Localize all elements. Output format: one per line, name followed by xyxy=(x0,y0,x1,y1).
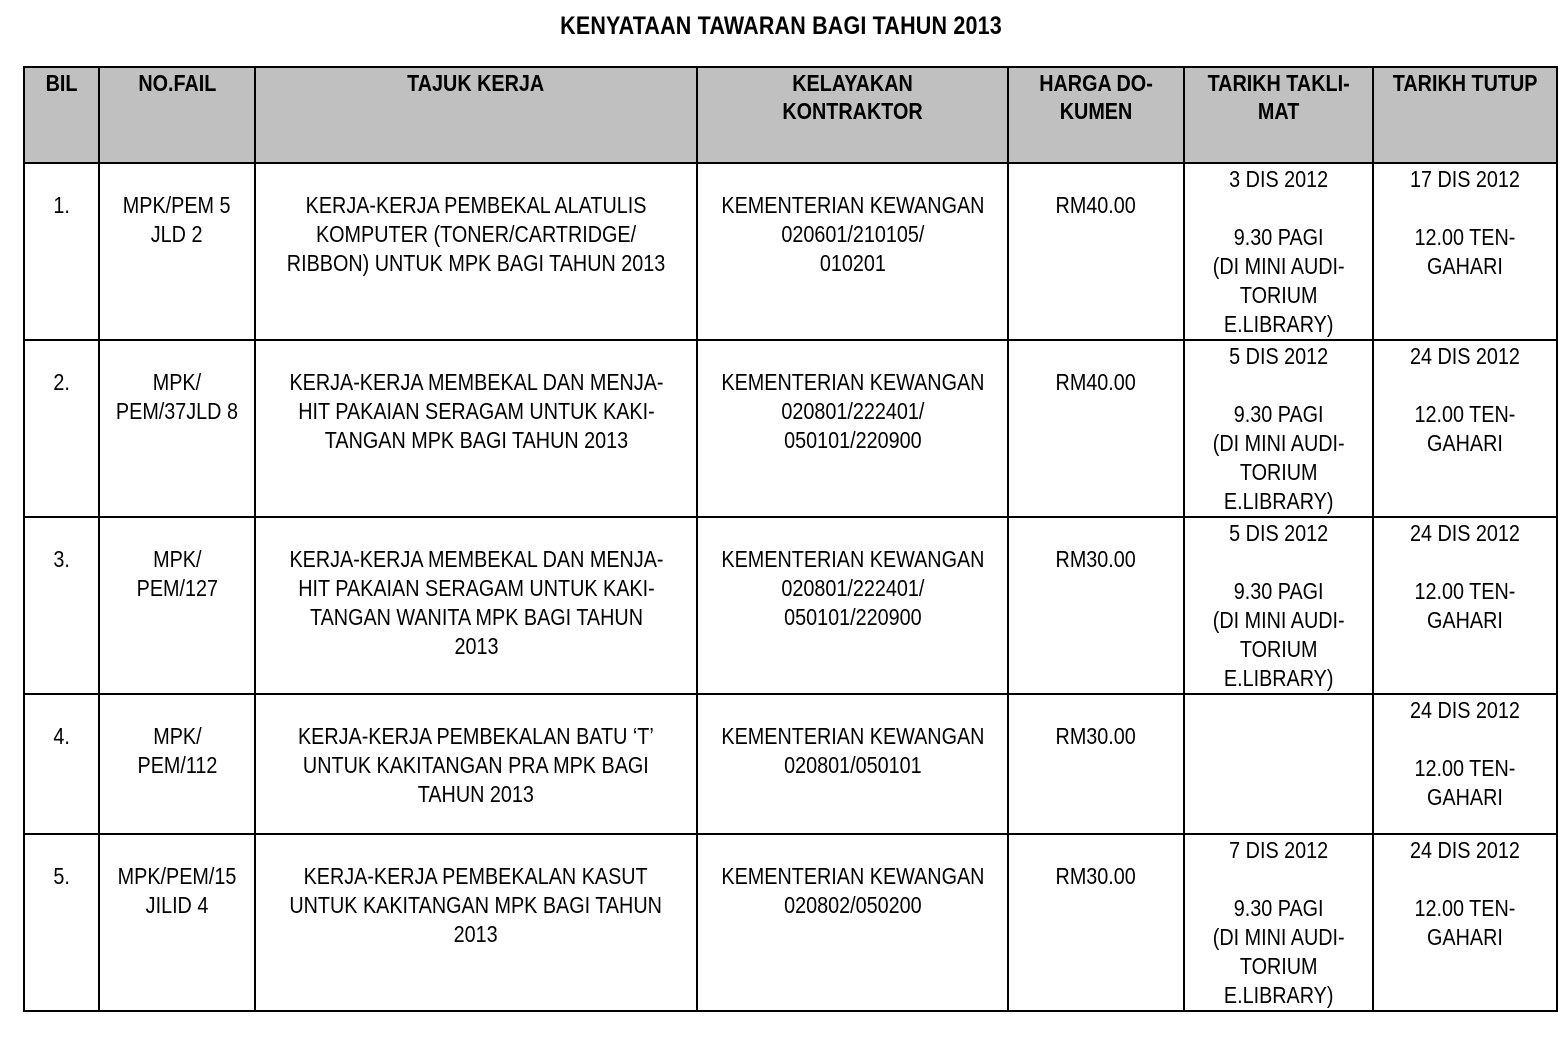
table-row xyxy=(24,517,1557,694)
cell-tajuk-kerja: KERJA-KERJA PEMBEKALAN BATU ‘T’ UNTUK KAKITANGAN PRA MPK BAGI TAHUN 2013 xyxy=(255,694,697,834)
cell-harga: RM40.00 xyxy=(1008,340,1184,517)
cell-taklimat: 7 DIS 2012 9.30 PAGI (DI MINI AUDI- TORIUM E.LIBRARY) xyxy=(1184,834,1373,1011)
header-row xyxy=(24,67,1557,163)
cell-harga: RM30.00 xyxy=(1008,517,1184,694)
cell-taklimat: 3 DIS 2012 9.30 PAGI (DI MINI AUDI- TORIUM E.LIBRARY) xyxy=(1184,163,1373,340)
col-header-kelayakan: KELAYAKAN KONTRAKTOR xyxy=(697,67,1008,163)
table-row xyxy=(24,163,1557,340)
table-row xyxy=(24,340,1557,517)
cell-bil: 2. xyxy=(24,340,99,517)
col-header-no-fail: NO.FAIL xyxy=(99,67,255,163)
col-header-tajuk-kerja: TAJUK KERJA xyxy=(255,67,697,163)
cell-harga: RM30.00 xyxy=(1008,834,1184,1011)
table-row xyxy=(24,834,1557,1011)
cell-bil: 3. xyxy=(24,517,99,694)
cell-kelayakan: KEMENTERIAN KEWANGAN 020802/050200 xyxy=(697,834,1008,1011)
cell-tutup: 24 DIS 2012 12.00 TEN- GAHARI xyxy=(1373,694,1557,834)
col-header-tutup: TARIKH TUTUP xyxy=(1373,67,1557,163)
cell-taklimat: 5 DIS 2012 9.30 PAGI (DI MINI AUDI- TORIUM E.LIBRARY) xyxy=(1184,340,1373,517)
cell-tutup: 17 DIS 2012 12.00 TEN- GAHARI xyxy=(1373,163,1557,340)
cell-no-fail: MPK/PEM 5 JLD 2 xyxy=(99,163,255,340)
cell-tajuk-kerja: KERJA-KERJA MEMBEKAL DAN MENJA- HIT PAKAIAN SERAGAM UNTUK KAKI- TANGAN MPK BAGI TAHUN 2013 xyxy=(255,340,697,517)
col-header-harga: HARGA DO- KUMEN xyxy=(1008,67,1184,163)
cell-bil: 5. xyxy=(24,834,99,1011)
col-header-bil: BIL xyxy=(24,67,99,163)
cell-tutup: 24 DIS 2012 12.00 TEN- GAHARI xyxy=(1373,340,1557,517)
cell-tajuk-kerja: KERJA-KERJA PEMBEKAL ALATULIS KOMPUTER (TONER/CARTRIDGE/ RIBBON) UNTUK MPK BAGI TAHUN 2013 xyxy=(255,163,697,340)
cell-tajuk-kerja: KERJA-KERJA PEMBEKALAN KASUT UNTUK KAKITANGAN MPK BAGI TAHUN 2013 xyxy=(255,834,697,1011)
cell-bil: 1. xyxy=(24,163,99,340)
cell-tutup: 24 DIS 2012 12.00 TEN- GAHARI xyxy=(1373,517,1557,694)
cell-taklimat xyxy=(1184,694,1373,834)
table-row xyxy=(24,694,1557,834)
cell-no-fail: MPK/ PEM/127 xyxy=(99,517,255,694)
cell-tajuk-kerja: KERJA-KERJA MEMBEKAL DAN MENJA- HIT PAKAIAN SERAGAM UNTUK KAKI- TANGAN WANITA MPK BAGI TAHUN 2013 xyxy=(255,517,697,694)
cell-kelayakan: KEMENTERIAN KEWANGAN 020801/050101 xyxy=(697,694,1008,834)
cell-taklimat: 5 DIS 2012 9.30 PAGI (DI MINI AUDI- TORIUM E.LIBRARY) xyxy=(1184,517,1373,694)
tender-table xyxy=(23,66,1558,1012)
page-title: KENYATAAN TAWARAN BAGI TAHUN 2013 xyxy=(560,12,1002,40)
cell-no-fail: MPK/ PEM/37JLD 8 xyxy=(99,340,255,517)
cell-bil: 4. xyxy=(24,694,99,834)
cell-kelayakan: KEMENTERIAN KEWANGAN 020801/222401/ 050101/220900 xyxy=(697,517,1008,694)
cell-kelayakan: KEMENTERIAN KEWANGAN 020601/210105/ 010201 xyxy=(697,163,1008,340)
cell-kelayakan: KEMENTERIAN KEWANGAN 020801/222401/ 050101/220900 xyxy=(697,340,1008,517)
col-header-taklimat: TARIKH TAKLI- MAT xyxy=(1184,67,1373,163)
cell-no-fail: MPK/ PEM/112 xyxy=(99,694,255,834)
cell-harga: RM30.00 xyxy=(1008,694,1184,834)
cell-no-fail: MPK/PEM/15 JILID 4 xyxy=(99,834,255,1011)
cell-tutup: 24 DIS 2012 12.00 TEN- GAHARI xyxy=(1373,834,1557,1011)
cell-harga: RM40.00 xyxy=(1008,163,1184,340)
